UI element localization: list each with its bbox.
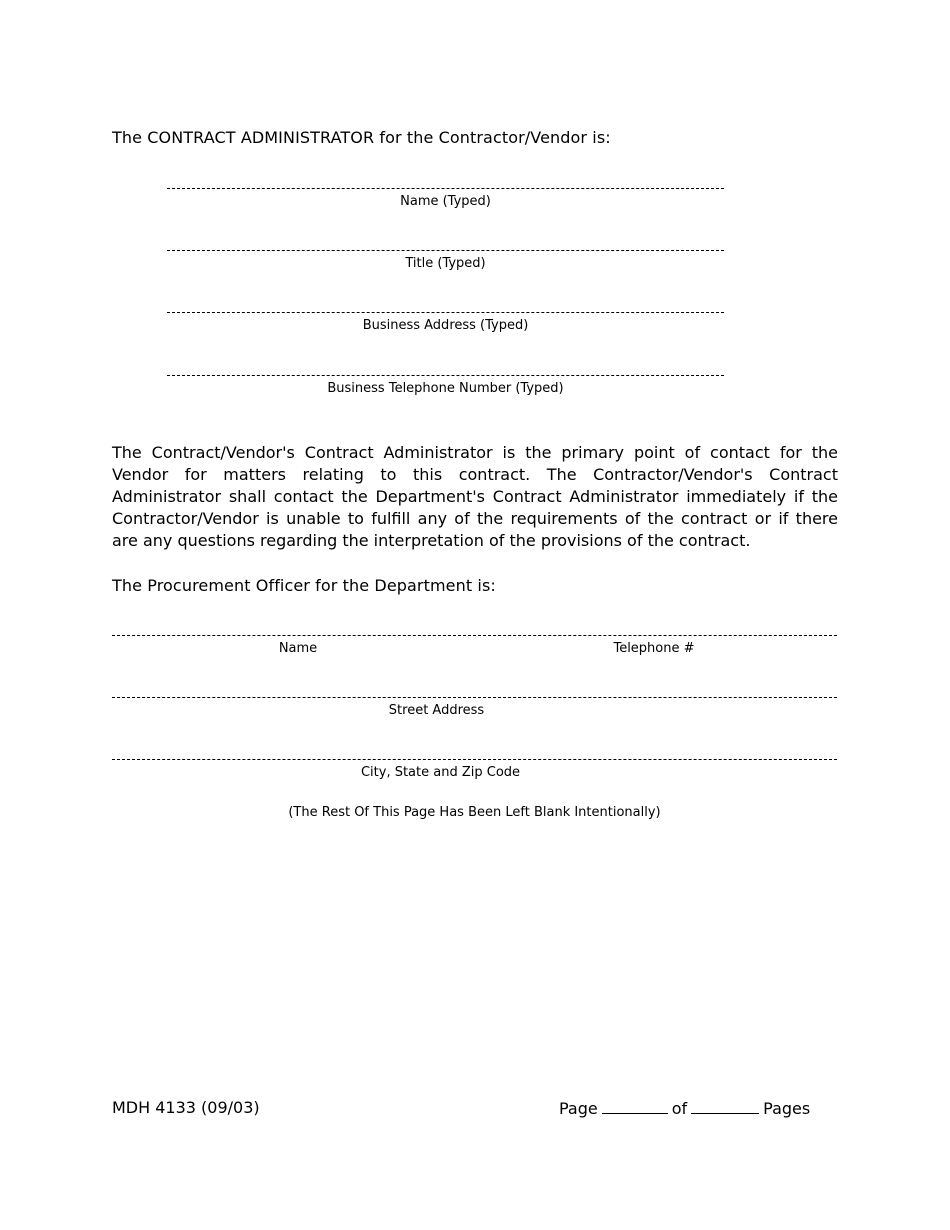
business-telephone-line[interactable] [167,375,724,376]
city-state-zip-label: City, State and Zip Code [360,765,521,780]
name-telephone-line[interactable] [112,635,837,636]
city-state-zip-line[interactable] [112,759,837,760]
contract-admin-paragraph: The Contract/Vendor's Contract Administrator is the primary point of contact for the Vendor for matters relating to this contract. The Contractor/Vendor's Contract Administrator shall contact the Department's Contract Administrator immediately if the Contractor/Vendor is unable to fulfill any of the requirements of the contract or if there are any questions regarding the interpretation of the provisions of the contract. [112,443,838,550]
procurement-heading: The Procurement Officer for the Department is: [112,576,496,595]
street-address-label: Street Address [388,703,485,718]
name-typed-label: Name (Typed) [400,194,491,209]
business-address-line[interactable] [167,312,724,313]
name-typed-line[interactable] [167,188,724,189]
of-label: of [671,1099,688,1118]
street-address-line[interactable] [112,697,837,698]
blank-page-notice: (The Rest Of This Page Has Been Left Blank Intentionally) [288,805,661,820]
business-address-label: Business Address (Typed) [362,318,529,333]
business-telephone-label: Business Telephone Number (Typed) [327,381,564,396]
procurement-name-label: Name [278,641,318,656]
pages-label: Pages [763,1099,811,1118]
page-label: Page [559,1099,598,1118]
procurement-telephone-label: Telephone # [613,641,695,656]
form-id: MDH 4133 (09/03) [112,1098,260,1117]
contract-admin-heading: The CONTRACT ADMINISTRATOR for the Contractor/Vendor is: [112,128,611,147]
total-pages-blank[interactable] [691,1098,759,1114]
page-count [559,1098,810,1118]
title-typed-label: Title (Typed) [405,256,486,271]
title-typed-line[interactable] [167,250,724,251]
page-number-blank[interactable] [602,1098,668,1114]
